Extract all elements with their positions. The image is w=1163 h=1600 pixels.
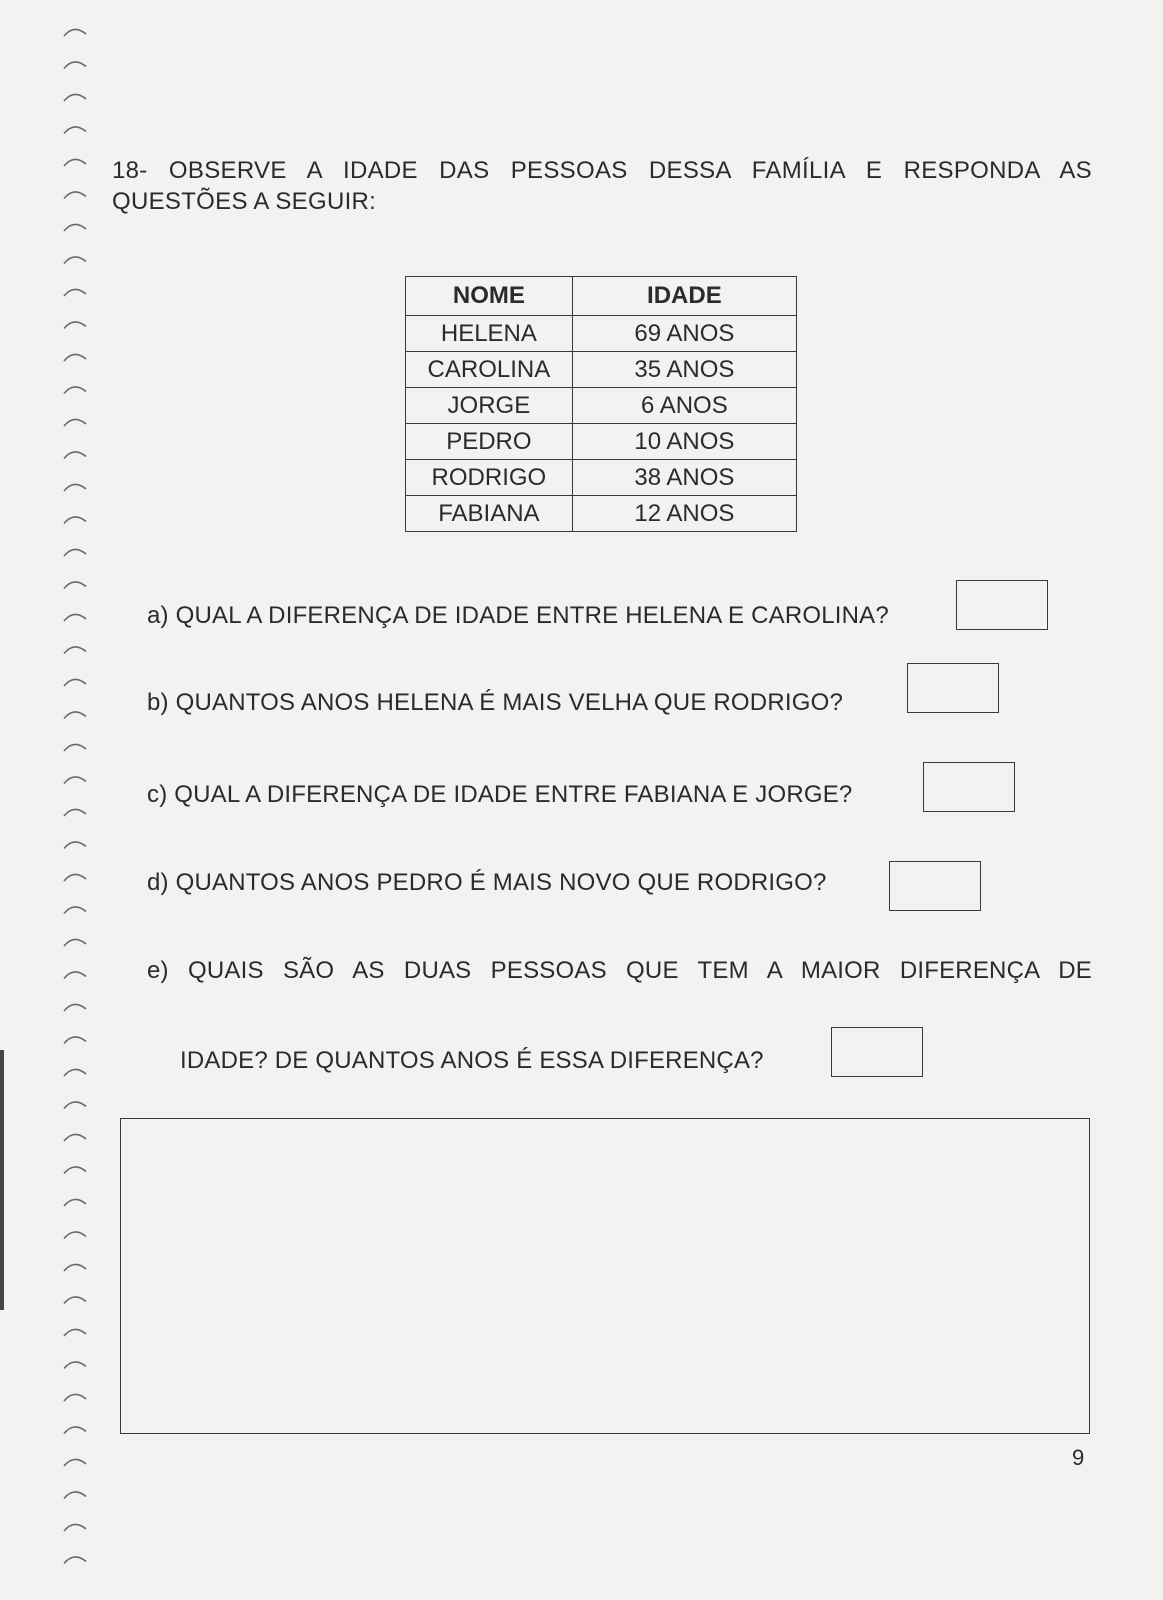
spiral-hole-arc	[64, 582, 86, 589]
spiral-hole-arc	[64, 224, 86, 231]
question-a: a) QUAL A DIFERENÇA DE IDADE ENTRE HELENA E CAROLINA?	[147, 602, 889, 629]
cell-nome: PEDRO	[406, 424, 573, 460]
spiral-hole-arc	[64, 452, 86, 459]
spiral-hole-arc	[64, 29, 86, 36]
spiral-hole-arc	[64, 972, 86, 979]
cell-nome: CAROLINA	[406, 352, 573, 388]
spiral-hole-arc	[64, 939, 86, 946]
spiral-hole-arc	[64, 842, 86, 849]
table-row	[406, 388, 797, 424]
cell-idade: 6 ANOS	[572, 388, 796, 424]
spiral-hole-arc	[64, 1069, 86, 1076]
spiral-hole-arc	[64, 419, 86, 426]
spiral-hole-arc	[64, 1167, 86, 1174]
question-c: c) QUAL A DIFERENÇA DE IDADE ENTRE FABIANA E JORGE?	[147, 781, 853, 808]
spiral-hole-arc	[64, 387, 86, 394]
cell-idade: 10 ANOS	[572, 424, 796, 460]
answer-box-b[interactable]	[907, 663, 999, 713]
spiral-hole-arc	[64, 517, 86, 524]
cell-nome: RODRIGO	[406, 460, 573, 496]
spiral-hole-arc	[64, 62, 86, 69]
spiral-hole-arc	[64, 289, 86, 296]
spiral-hole-arc	[64, 614, 86, 621]
spiral-hole-arc	[64, 1492, 86, 1499]
spiral-hole-arc	[64, 1199, 86, 1206]
spiral-hole-arc	[64, 549, 86, 556]
spiral-hole-arc	[64, 322, 86, 329]
question-e-line1: e) QUAIS SÃO AS DUAS PESSOAS QUE TEM A MAIOR DIFERENÇA DE	[147, 957, 1092, 984]
cell-nome: HELENA	[406, 316, 573, 352]
spiral-hole-arc	[64, 484, 86, 491]
spiral-hole-arc	[64, 1134, 86, 1141]
spiral-hole-arc	[64, 1037, 86, 1044]
page-number: 9	[1072, 1445, 1085, 1470]
spiral-hole-arc	[64, 1362, 86, 1369]
table-row	[406, 352, 797, 388]
table-row	[406, 424, 797, 460]
spiral-hole-arc	[64, 257, 86, 264]
spiral-hole-arc	[64, 1394, 86, 1401]
question-d: d) QUANTOS ANOS PEDRO É MAIS NOVO QUE RODRIGO?	[147, 869, 827, 896]
table-header-row	[406, 277, 797, 316]
notebook-spiral-holes	[58, 20, 98, 1580]
spiral-hole-arc	[64, 777, 86, 784]
spiral-hole-arc	[64, 874, 86, 881]
ages-table	[405, 276, 797, 532]
spiral-hole-arc	[64, 1557, 86, 1564]
exercise-heading-line1: 18- OBSERVE A IDADE DAS PESSOAS DESSA FAMÍLIA E RESPONDA AS	[112, 157, 1092, 184]
spiral-hole-arc	[64, 1297, 86, 1304]
answer-box-d[interactable]	[889, 861, 981, 911]
spiral-hole-arc	[64, 907, 86, 914]
table-row	[406, 496, 797, 532]
spiral-hole-arc	[64, 192, 86, 199]
spiral-hole-arc	[64, 1427, 86, 1434]
cell-idade: 12 ANOS	[572, 496, 796, 532]
question-e-line2: IDADE? DE QUANTOS ANOS É ESSA DIFERENÇA?	[180, 1047, 764, 1074]
cell-nome: JORGE	[406, 388, 573, 424]
cell-idade: 69 ANOS	[572, 316, 796, 352]
spiral-hole-arc	[64, 94, 86, 101]
spiral-hole-arc	[64, 159, 86, 166]
cell-idade: 35 ANOS	[572, 352, 796, 388]
answer-box-c[interactable]	[923, 762, 1015, 812]
exercise-heading-line2: QUESTÕES A SEGUIR:	[112, 188, 377, 215]
spiral-hole-arc	[64, 679, 86, 686]
spiral-arcs	[58, 20, 98, 1580]
answer-area-box[interactable]	[120, 1118, 1090, 1434]
spiral-hole-arc	[64, 354, 86, 361]
spiral-hole-arc	[64, 1232, 86, 1239]
question-b: b) QUANTOS ANOS HELENA É MAIS VELHA QUE RODRIGO?	[147, 689, 844, 716]
spiral-hole-arc	[64, 1264, 86, 1271]
column-header-idade: IDADE	[572, 277, 796, 316]
answer-box-a[interactable]	[956, 580, 1048, 630]
spiral-hole-arc	[64, 744, 86, 751]
spiral-hole-arc	[64, 809, 86, 816]
spiral-hole-arc	[64, 1329, 86, 1336]
spiral-hole-arc	[64, 1459, 86, 1466]
cell-idade: 38 ANOS	[572, 460, 796, 496]
table-row	[406, 316, 797, 352]
spiral-hole-arc	[64, 1004, 86, 1011]
spiral-hole-arc	[64, 1524, 86, 1531]
table-row	[406, 460, 797, 496]
spiral-hole-arc	[64, 712, 86, 719]
spiral-hole-arc	[64, 1102, 86, 1109]
spiral-hole-arc	[64, 127, 86, 134]
column-header-nome: NOME	[406, 277, 573, 316]
spiral-hole-arc	[64, 647, 86, 654]
cell-nome: FABIANA	[406, 496, 573, 532]
answer-box-e[interactable]	[831, 1027, 923, 1077]
scan-edge-shadow	[0, 1050, 4, 1310]
